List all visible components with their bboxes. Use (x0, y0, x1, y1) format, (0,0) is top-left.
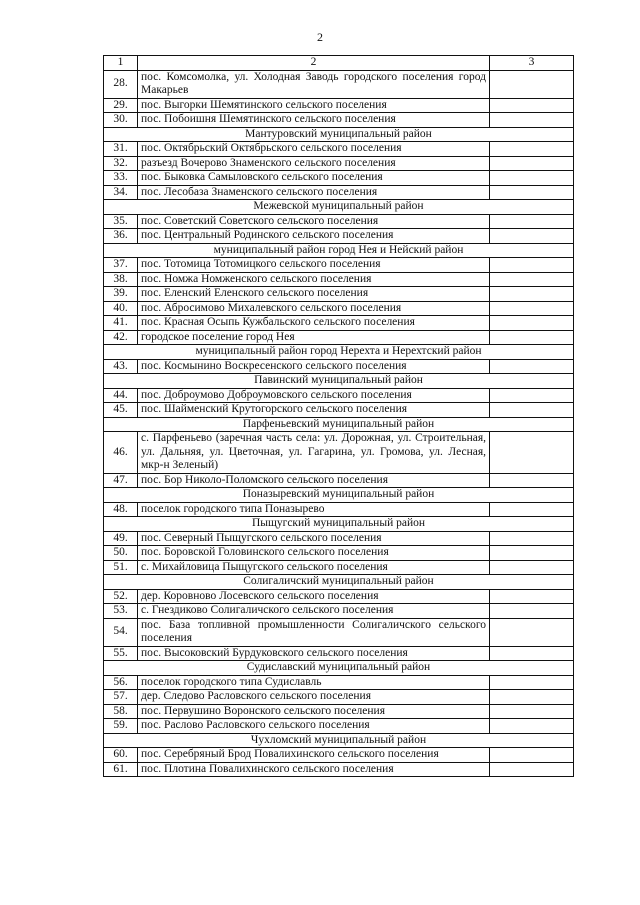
column-3-cell (490, 762, 574, 777)
settlement-name: пос. Тотомица Тотомицкого сельского поселения (138, 258, 490, 273)
table-row (104, 531, 574, 546)
row-number: 49. (104, 531, 138, 546)
page-number: 2 (317, 30, 323, 44)
row-number: 55. (104, 646, 138, 661)
column-3-cell (490, 502, 574, 517)
column-3-cell (490, 704, 574, 719)
row-number: 51. (104, 560, 138, 575)
column-3-cell (490, 546, 574, 561)
table-row (104, 618, 574, 646)
settlement-name: поселок городского типа Поназырево (138, 502, 490, 517)
row-number: 43. (104, 359, 138, 374)
column-3-cell (490, 388, 574, 403)
table-header-row (104, 56, 574, 71)
settlement-name: пос. Советский Советского сельского поселения (138, 214, 490, 229)
column-3-cell (490, 748, 574, 763)
region-name: Межевской муниципальный район (104, 200, 574, 215)
table-row (104, 719, 574, 734)
row-number: 52. (104, 589, 138, 604)
column-3-cell (490, 113, 574, 128)
settlement-name: пос. Лесобаза Знаменского сельского поселения (138, 185, 490, 200)
row-number: 29. (104, 98, 138, 113)
settlement-name: пос. Выгорки Шемятинского сельского поселения (138, 98, 490, 113)
region-header-row (104, 733, 574, 748)
region-header-row (104, 488, 574, 503)
region-name: Парфеньевский муниципальный район (104, 417, 574, 432)
settlement-name: с. Михайловица Пыщугского сельского поселения (138, 560, 490, 575)
row-number: 37. (104, 258, 138, 273)
table-row (104, 675, 574, 690)
column-3-cell (490, 301, 574, 316)
column-3-cell (490, 229, 574, 244)
settlement-name: пос. Центральный Родинского сельского поселения (138, 229, 490, 244)
column-3-cell (490, 618, 574, 646)
table-row (104, 604, 574, 619)
table-row (104, 301, 574, 316)
table-row (104, 589, 574, 604)
table-row (104, 646, 574, 661)
table-row (104, 316, 574, 331)
region-header-row (104, 517, 574, 532)
settlement-name: пос. Октябрьский Октябрьского сельского поселения (138, 142, 490, 157)
row-number: 44. (104, 388, 138, 403)
settlement-name: с. Гнездиково Солигаличского сельского поселения (138, 604, 490, 619)
region-name: Пыщугский муниципальный район (104, 517, 574, 532)
table-row (104, 546, 574, 561)
settlement-name: пос. Серебряный Брод Повалихинского сельского поселения (138, 748, 490, 763)
row-number: 28. (104, 70, 138, 98)
settlement-name: пос. Комсомолка, ул. Холодная Заводь городского поселения город Макарьев (138, 70, 490, 98)
table-row (104, 502, 574, 517)
row-number: 54. (104, 618, 138, 646)
settlement-name: дер. Коровново Лосевского сельского поселения (138, 589, 490, 604)
row-number: 41. (104, 316, 138, 331)
row-number: 35. (104, 214, 138, 229)
settlement-name: пос. Северный Пыщугского сельского поселения (138, 531, 490, 546)
column-3-cell (490, 560, 574, 575)
settlement-name: поселок городского типа Судиславль (138, 675, 490, 690)
settlement-name: пос. Еленский Еленского сельского поселения (138, 287, 490, 302)
settlement-name: пос. Плотина Повалихинского сельского поселения (138, 762, 490, 777)
table-row (104, 171, 574, 186)
settlement-name: пос. Шайменский Крутогорского сельского поселения (138, 403, 490, 418)
column-3-cell (490, 272, 574, 287)
column-3-cell (490, 531, 574, 546)
column-3-cell (490, 690, 574, 705)
column-3-cell (490, 156, 574, 171)
region-name: Чухломский муниципальный район (104, 733, 574, 748)
row-number: 30. (104, 113, 138, 128)
settlement-name: пос. Доброумово Доброумовского сельского поселения (138, 388, 490, 403)
column-3-cell (490, 142, 574, 157)
region-name: Солигаличский муниципальный район (104, 575, 574, 590)
row-number: 45. (104, 403, 138, 418)
settlement-name: пос. Бор Николо-Поломского сельского поселения (138, 473, 490, 488)
row-number: 58. (104, 704, 138, 719)
settlement-name: пос. Боровской Головинского сельского поселения (138, 546, 490, 561)
column-3-cell (490, 287, 574, 302)
region-name: Мантуровский муниципальный район (104, 127, 574, 142)
row-number: 50. (104, 546, 138, 561)
table-row (104, 762, 574, 777)
table-row (104, 229, 574, 244)
column-3-cell (490, 675, 574, 690)
row-number: 59. (104, 719, 138, 734)
table-row (104, 560, 574, 575)
region-name: Павинский муниципальный район (104, 374, 574, 389)
row-number: 42. (104, 330, 138, 345)
settlement-name: дер. Следово Расловского сельского поселения (138, 690, 490, 705)
table-row (104, 156, 574, 171)
region-name: Судиславский муниципальный район (104, 661, 574, 676)
column-3-cell (490, 646, 574, 661)
region-name: Поназыревский муниципальный район (104, 488, 574, 503)
column-3-cell (490, 258, 574, 273)
row-number: 56. (104, 675, 138, 690)
settlement-name: пос. Красная Осыпь Кужбальского сельского поселения (138, 316, 490, 331)
settlement-name: с. Парфеньево (заречная часть села: ул. Дорожная, ул. Строительная, ул. Дальняя, ул. Цветочная, ул. Гагарина, ул. Громова, ул. Лесная, мкр-н Зеленый) (138, 432, 490, 474)
row-number: 40. (104, 301, 138, 316)
settlement-name: городское поселение город Нея (138, 330, 490, 345)
column-3-cell (490, 604, 574, 619)
settlement-name: пос. Первушино Воронского сельского поселения (138, 704, 490, 719)
table-row (104, 98, 574, 113)
region-name: муниципальный район город Нерехта и Нерехтский район (104, 345, 574, 360)
table-row (104, 113, 574, 128)
column-header-1: 1 (104, 56, 138, 71)
settlement-name: пос. Высоковский Бурдуковского сельского поселения (138, 646, 490, 661)
settlement-name: разъезд Вочерово Знаменского сельского поселения (138, 156, 490, 171)
region-header-row (104, 575, 574, 590)
row-number: 38. (104, 272, 138, 287)
row-number: 31. (104, 142, 138, 157)
column-3-cell (490, 70, 574, 98)
column-3-cell (490, 359, 574, 374)
table-row (104, 748, 574, 763)
settlement-name: пос. Быковка Самыловского сельского поселения (138, 171, 490, 186)
region-header-row (104, 345, 574, 360)
table-row (104, 388, 574, 403)
settlement-name: пос. Абросимово Михалевского сельского поселения (138, 301, 490, 316)
column-3-cell (490, 214, 574, 229)
row-number: 33. (104, 171, 138, 186)
column-3-cell (490, 98, 574, 113)
table-row (104, 690, 574, 705)
column-3-cell (490, 171, 574, 186)
table-row (104, 704, 574, 719)
row-number: 46. (104, 432, 138, 474)
table-row (104, 142, 574, 157)
column-3-cell (490, 719, 574, 734)
region-header-row (104, 661, 574, 676)
row-number: 32. (104, 156, 138, 171)
region-header-row (104, 417, 574, 432)
column-3-cell (490, 432, 574, 474)
column-3-cell (490, 473, 574, 488)
column-3-cell (490, 589, 574, 604)
row-number: 47. (104, 473, 138, 488)
table-row (104, 287, 574, 302)
table-row (104, 214, 574, 229)
table-body (104, 70, 574, 777)
row-number: 36. (104, 229, 138, 244)
row-number: 34. (104, 185, 138, 200)
column-3-cell (490, 316, 574, 331)
table-row (104, 272, 574, 287)
region-header-row (104, 127, 574, 142)
column-3-cell (490, 330, 574, 345)
table-row (104, 330, 574, 345)
region-header-row (104, 374, 574, 389)
settlement-name: пос. Раслово Расловского сельского поселения (138, 719, 490, 734)
table-row (104, 185, 574, 200)
column-header-2: 2 (138, 56, 490, 71)
settlement-name: пос. Космынино Воскресенского сельского поселения (138, 359, 490, 374)
row-number: 57. (104, 690, 138, 705)
region-header-row (104, 243, 574, 258)
region-name: муниципальный район город Нея и Нейский район (104, 243, 574, 258)
settlement-name: пос. Номжа Номженского сельского поселения (138, 272, 490, 287)
table-row (104, 473, 574, 488)
table-row (104, 403, 574, 418)
table-row (104, 359, 574, 374)
settlement-name: пос. Побоишня Шемятинского сельского поселения (138, 113, 490, 128)
row-number: 61. (104, 762, 138, 777)
settlements-table (103, 55, 574, 777)
column-3-cell (490, 185, 574, 200)
column-3-cell (490, 403, 574, 418)
column-header-3: 3 (490, 56, 574, 71)
region-header-row (104, 200, 574, 215)
row-number: 53. (104, 604, 138, 619)
table-row (104, 70, 574, 98)
settlement-name: пос. База топливной промышленности Солигаличского сельского поселения (138, 618, 490, 646)
row-number: 48. (104, 502, 138, 517)
table-row (104, 432, 574, 474)
row-number: 39. (104, 287, 138, 302)
table-row (104, 258, 574, 273)
row-number: 60. (104, 748, 138, 763)
